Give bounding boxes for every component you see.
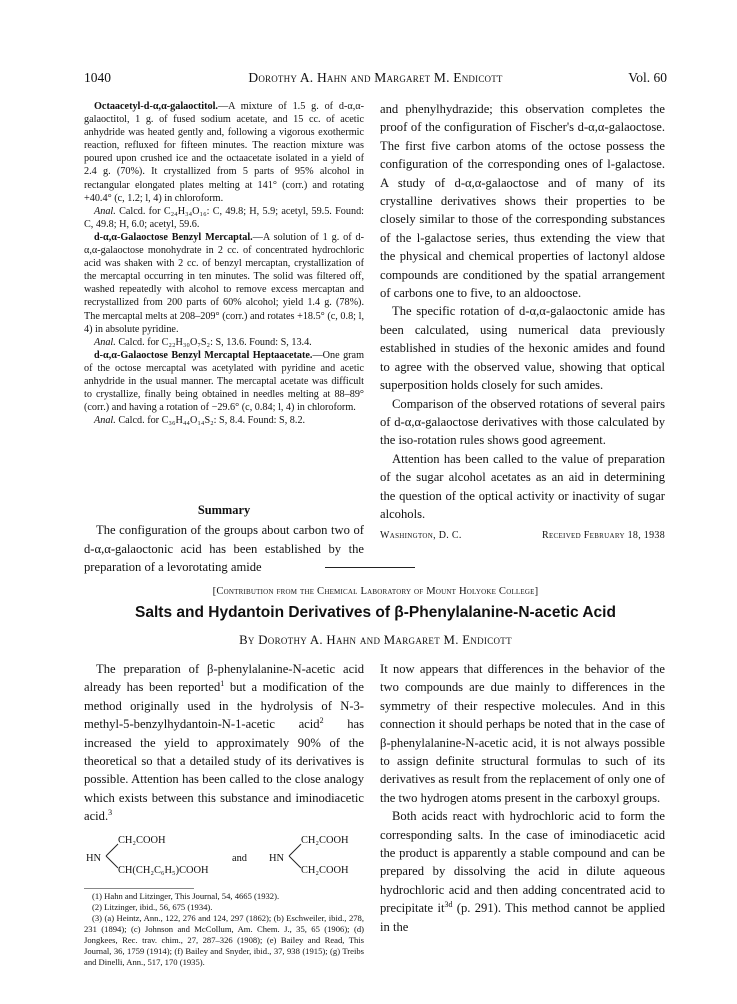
running-head: [84, 70, 667, 88]
footnote-ref: 1: [220, 679, 225, 689]
analysis-label: Anal.: [94, 415, 116, 427]
signature-place: Washington, D. C.: [380, 530, 462, 542]
formula-bottom-2: CH₂COOH: [301, 864, 349, 876]
summary-section: [84, 498, 364, 577]
text-run: (p. 291). This method cannot be applied in the: [380, 901, 666, 934]
running-title: Dorothy A. Hahn and Margaret M. Endicott: [248, 70, 503, 85]
paragraph-heptaacetate: [84, 349, 364, 414]
paragraph-heading: Octaacetyl-d-α,α-galaoctitol.: [94, 101, 218, 112]
footnote: (3) (a) Heintz, Ann., 122, 276 and 124, 297 (1862); (b) Eschweiler, ibid., 278, 231 (1894); (c) Johnson and McCollum, Am. Chem. J., 35, 65 (1906); (d) Jongkees, Rec. trav. chim., 27, 287–326 (1908); (e) Bailey and Read, This Journal, 36, 1759 (1914); (f) Bailey and Snyder, ibid., 37, 938 (1915); (g) Treibs and Dinelli, Ann., 517, 170 (1935).: [84, 912, 364, 967]
footnote: (1) Hahn and Litzinger, This Journal, 54, 4665 (1932).: [92, 890, 280, 901]
text-run: The preparation of β-phenylalanine-N-acetic acid already has been reported: [84, 662, 364, 695]
contribution-line: [Contribution from the Chemical Laboratory of Mount Holyoke College]: [212, 586, 539, 597]
right-column-bottom: [380, 660, 665, 936]
footnote-list: [84, 891, 364, 968]
analysis-label: Anal.: [94, 336, 116, 348]
footnote: (2) Litzinger, ibid., 56, 675 (1934).: [92, 901, 213, 912]
right-column-top: [380, 100, 665, 546]
paragraph: The specific rotation of d-α,α-galaoctonic amide has been calculated, using numerical data previously established in studies of the hexonic amides and found to agree with the observed value, showing that optical superposition holds closely for such amides.: [380, 304, 665, 393]
left-column-top: [84, 100, 364, 427]
analysis-3: [84, 414, 364, 427]
formula-and: and: [232, 852, 248, 864]
signature-received: Received February 18, 1938: [541, 530, 665, 542]
paragraph-salts: [380, 807, 665, 936]
text-run: has increased the yield to approximately 90% of the theoretical so that a detailed study of its derivatives is possible. Attention has been called to the close analogy which exists between this substance and iminodiacetic acid.: [84, 717, 364, 824]
summary-heading: Summary: [197, 503, 251, 517]
paragraph: It now appears that differences in the behavior of the two compounds are due mainly to differences in the symmetry of their respective molecules. And in this connection it should perhaps be noted that in the case of β-phenylalanine-N-acetic acid, it is not always possible to assign definite structural formulas to such of its derivatives as result from the replacement of only one of the two hydrogen atoms present in the carboxyl groups.: [380, 662, 666, 805]
summary-text: The configuration of the groups about carbon two of d-α,α-galaoctonic acid has been established by the preparation of a levorotating amide: [84, 523, 364, 575]
paragraph-text: —One gram of the octose mercaptal was acetylated with pyridine and acetic anhydride in the usual manner. The mercaptal acetate was difficult to crystallize, finally being obtained in needles melting at 88–89° (corr.) and having a rotation of −29.6° (c, 0.84; l, 4) in chloroform.: [84, 349, 364, 414]
analysis-1: [84, 205, 364, 231]
formula-top-1: CH₂COOH: [118, 834, 166, 846]
formula-bottom-1: CH(CH₂C₆H₅)COOH: [118, 864, 209, 876]
byline: By Dorothy A. Hahn and Margaret M. Endicott: [239, 633, 512, 647]
signature-line: [380, 527, 665, 545]
analysis-2: [84, 336, 364, 349]
paragraph-heading: d-α,α-Galaoctose Benzyl Mercaptal.: [94, 231, 253, 243]
paragraph-text: —A solution of 1 g. of d-α,α-galaoctose monohydrate in 2 cc. of concentrated hydrochloric acid was shaken with 2 cc. of benzyl mercaptan, crystallization of the mercaptal occurring in ten minutes. The solid was filtered off, washed repeatedly with alcohol to remove excess mercaptan and recrystallized from 200 parts of 60% alcohol; yield 1.4 g. (78%). The mercaptal melts at 208–209° (corr.) and rotates +18.5° (c, 0.8; l, 4) in absolute pyridine.: [84, 231, 364, 335]
paragraph: Comparison of the observed rotations of several pairs of d-α,α-galaoctose derivatives with those calculated by the iso-rotation rules shows good agreement.: [380, 396, 665, 448]
paragraph-octaacetyl: [84, 100, 364, 205]
footnote-ref: 3: [108, 808, 113, 818]
text-run: Both acids react with hydrochloric acid to form the corresponding salts. In the case of iminodiacetic acid the product is apparently a stable compound and can be prepared by dissolving the acid in dilute aqueous hydrochloric acid and then adding concentrated acid to precipitate it: [380, 809, 665, 916]
paragraph-heading: d-α,α-Galaoctose Benzyl Mercaptal Heptaacetate.: [94, 349, 313, 361]
formula-top-2: CH₂COOH: [301, 834, 349, 846]
analysis-text: Calcd. for C₂₂H₃₀O₇S₂: S, 13.6. Found: S, 13.4.: [118, 336, 312, 348]
intro-paragraph: [84, 660, 364, 826]
article-title: Salts and Hydantoin Derivatives of β-Phenylalanine-N-acetic Acid: [135, 604, 616, 621]
left-column-bottom: [84, 660, 364, 968]
paragraph-text: —A mixture of 1.5 g. of d-α,α-galaoctitol, 1 g. of fused sodium acetate, and 15 cc. of acetic anhydride was heated gently and, following a vigorous exothermic reaction, refluxed for fifteen minutes. The reaction mixture was poured upon crushed ice and the octaacetate isolated in a yield of 2.4 g. (70%). It crystallized from 5 parts of 95% alcohol in rectangular elongated plates melting at 141° (corr.) and rotating +40.4° (c, 1.2; l, 4) in chloroform.: [84, 101, 364, 204]
analysis-text: Calcd. for C₃₆H₄₄O₁₄S₂: S, 8.4. Found: S, 8.2.: [118, 415, 306, 427]
footnote-rule: [84, 888, 194, 889]
footnote-ref: 3d: [444, 900, 453, 910]
paragraph: and phenylhydrazide; this observation completes the proof of the configuration of Fischer's d-α,α-galaoctose. The first five carbon atoms of the octose possess the configuration of the corresponding ones of l-galactose. A study of d-α,α-galaoctose and of many of its crystalline derivatives shows their properties to be closely similar to those of the corresponding substances of the l-galactose series, thus extending the view that the physical and chemical properties of lactonyl aldose compounds are conditioned by the spatial arrangement of carbons one to five, to an aldooctose.: [380, 102, 665, 301]
formula-hn-1: HN: [86, 852, 102, 864]
analysis-label: Anal.: [94, 205, 116, 217]
paragraph: Attention has been called to the value of preparation of the sugar alcohol acetates as an aid in determining the question of the optical activity or inactivity of sugar alcohols.: [380, 451, 665, 521]
text-run: but a modification of the method originally used in the hydrolysis of N-3-methyl-5-benzylhydantoin-N-1-acetic acid: [84, 680, 364, 732]
page-number: 1040: [84, 70, 111, 85]
analysis-text: Calcd. for C₂₄H₃₄O₁₆: C, 49.8; H, 5.9; acetyl, 59.5. Found: C, 49.8; H, 6.0; acetyl, 59.6.: [84, 205, 365, 230]
paragraph-mercaptal: [84, 231, 364, 336]
volume-label: Vol. 60: [628, 70, 667, 85]
structural-formulas: [84, 830, 364, 886]
article-divider: [325, 567, 415, 568]
footnote-ref: 2: [319, 716, 324, 726]
formula-hn-2: HN: [269, 852, 285, 864]
